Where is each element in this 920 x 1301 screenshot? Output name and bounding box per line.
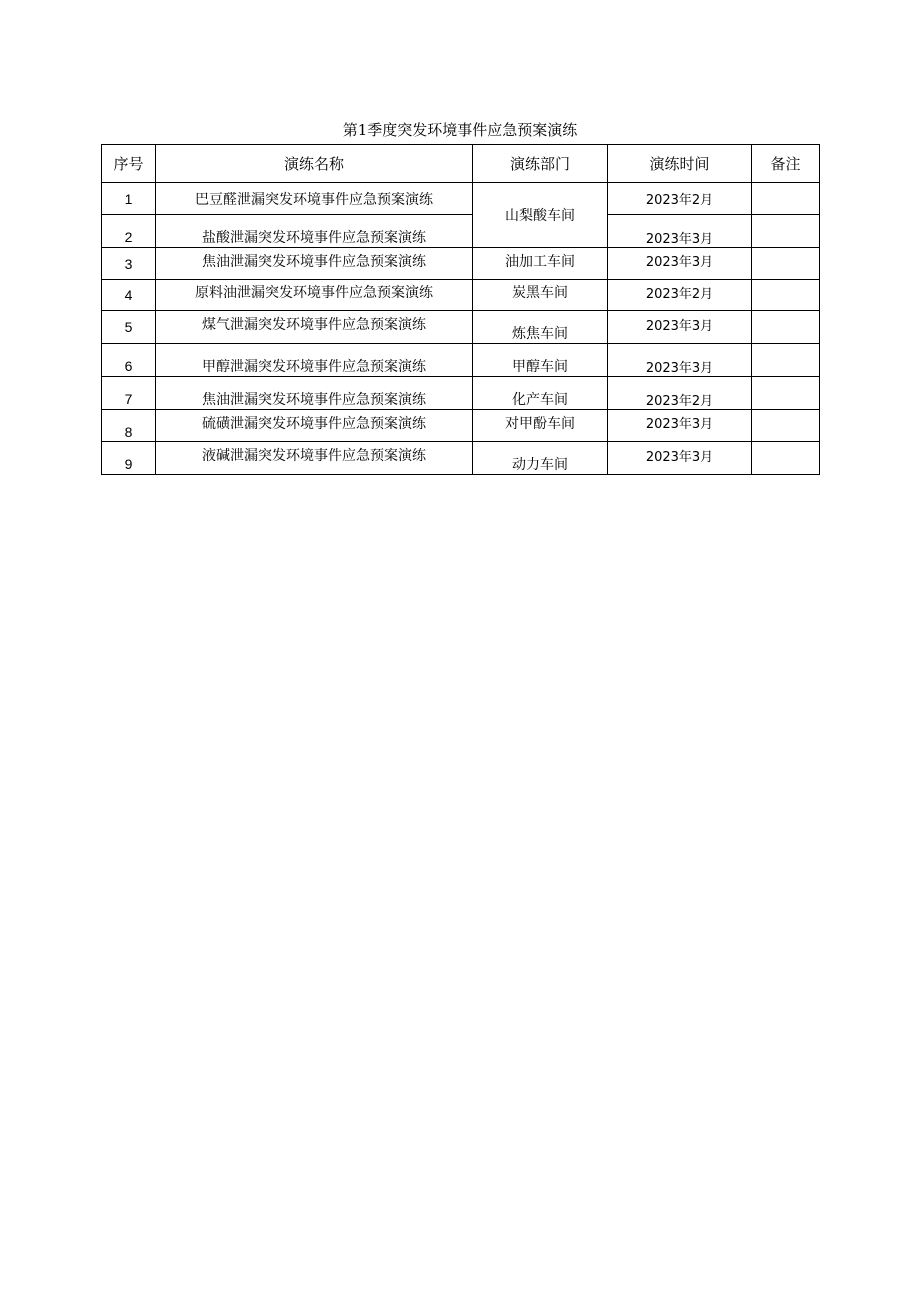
table-row [102, 344, 820, 377]
row-drill-name: 巴豆醛泄漏突发环境事件应急预案演练 [156, 183, 473, 215]
row-notes [752, 410, 820, 442]
table-row [102, 215, 820, 248]
row-notes [752, 248, 820, 280]
table-row [102, 248, 820, 280]
row-index: 5 [102, 311, 156, 344]
row-department: 甲醇车间 [473, 344, 608, 377]
table-row [102, 410, 820, 442]
row-index: 8 [102, 410, 156, 442]
header-department: 演练部门 [473, 145, 608, 183]
table-row [102, 377, 820, 410]
header-notes: 备注 [752, 145, 820, 183]
table-row [102, 442, 820, 475]
row-index: 1 [102, 183, 156, 215]
table-header-row [102, 145, 820, 183]
row-drill-name: 甲醇泄漏突发环境事件应急预案演练 [156, 344, 473, 377]
row-notes [752, 442, 820, 475]
row-time: 2023年2月 [608, 377, 752, 410]
row-time: 2023年3月 [608, 344, 752, 377]
row-time: 2023年3月 [608, 248, 752, 280]
row-index: 4 [102, 280, 156, 311]
row-department: 对甲酚车间 [473, 410, 608, 442]
row-time: 2023年2月 [608, 183, 752, 215]
row-notes [752, 311, 820, 344]
row-drill-name: 焦油泄漏突发环境事件应急预案演练 [156, 248, 473, 280]
row-time: 2023年3月 [608, 442, 752, 475]
table-row [102, 183, 820, 215]
row-notes [752, 377, 820, 410]
row-notes [752, 215, 820, 248]
row-time: 2023年3月 [608, 215, 752, 248]
row-department: 动力车间 [473, 442, 608, 475]
table-row [102, 311, 820, 344]
row-department: 山梨酸车间 [473, 183, 608, 248]
row-department: 化产车间 [473, 377, 608, 410]
drill-table [101, 144, 820, 475]
row-index: 9 [102, 442, 156, 475]
document-title: 第1季度突发环境事件应急预案演练 [342, 121, 578, 139]
row-department: 油加工车间 [473, 248, 608, 280]
row-index: 6 [102, 344, 156, 377]
row-notes [752, 344, 820, 377]
row-notes [752, 280, 820, 311]
row-drill-name: 硫磺泄漏突发环境事件应急预案演练 [156, 410, 473, 442]
header-drill-name: 演练名称 [156, 145, 473, 183]
row-index: 3 [102, 248, 156, 280]
row-notes [752, 183, 820, 215]
row-time: 2023年2月 [608, 280, 752, 311]
table-row [102, 280, 820, 311]
row-index: 2 [102, 215, 156, 248]
header-time: 演练时间 [608, 145, 752, 183]
row-drill-name: 焦油泄漏突发环境事件应急预案演练 [156, 377, 473, 410]
row-drill-name: 液碱泄漏突发环境事件应急预案演练 [156, 442, 473, 475]
row-department: 炭黑车间 [473, 280, 608, 311]
row-drill-name: 煤气泄漏突发环境事件应急预案演练 [156, 311, 473, 344]
row-time: 2023年3月 [608, 410, 752, 442]
row-index: 7 [102, 377, 156, 410]
row-department: 炼焦车间 [473, 311, 608, 344]
row-drill-name: 盐酸泄漏突发环境事件应急预案演练 [156, 215, 473, 248]
row-time: 2023年3月 [608, 311, 752, 344]
row-drill-name: 原料油泄漏突发环境事件应急预案演练 [156, 280, 473, 311]
header-index: 序号 [102, 145, 156, 183]
